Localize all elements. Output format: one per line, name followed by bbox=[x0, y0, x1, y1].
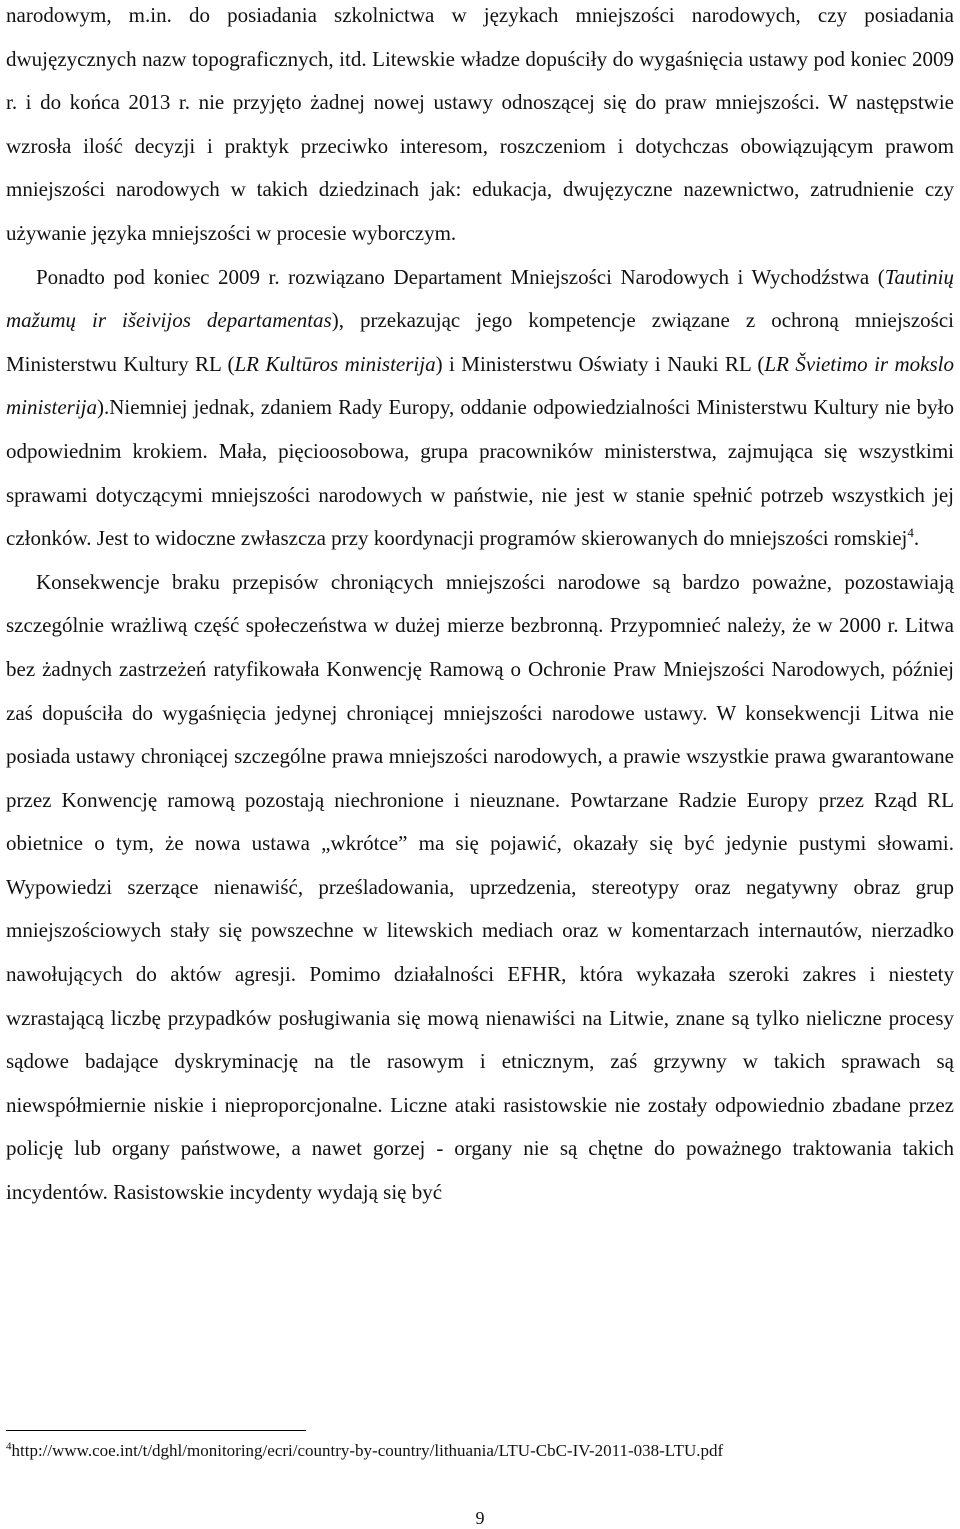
paragraph-3-text: Konsekwencje braku przepisów chroniących mniejszości narodowe są bardzo poważne, pozostawiają szczególnie wrażliwą część społeczeństwa w dużej mierze bezbronną. Przypomnieć należy, że w 2000 r. Litwa bez żadnych zastrzeżeń ratyfikowała Konwencję Ramową o Ochronie Praw Mniejszości Narodowych, później zaś dopuściła do wygaśnięcia jedynej chroniącej mniejszości narodowe ustawy. W konsekwencji Litwa nie posiada ustawy chroniącej szczególne prawa mniejszości narodowych, a prawie wszystkie prawa gwarantowane przez Konwencję ramową pozostają niechronione i nieuznane. Powtarzane Radzie Europy przez Rząd RL obietnice o tym, że nowa ustawa „wkrótce” ma się pojawić, okazały się być jedynie pustymi słowami. Wypowiedzi szerzące nienawiść, prześladowania, uprzedzenia, stereotypy oraz negatywny obraz grup mniejszościowych stały się powszechne w litewskich mediach oraz w komentarzach internautów, nierzadko nawołujących do aktów agresji. Pomimo działalności EFHR, która wykazała szeroki zakres i niestety wzrastającą liczbę przypadków posługiwania się mową nienawiści na Litwie, znane są tylko nieliczne procesy sądowe badające dyskryminację na tle rasowym i etnicznym, zaś grzywny w takich sprawach są niewspółmiernie niskie i nieproporcjonalne. Liczne ataki rasistowskie nie zostały odpowiednio zbadane przez policję lub organy państwowe, a nawet gorzej - organy nie są chętne do poważnego traktowania takich incydentów. Rasistowskie incydenty wydają się być bbox=[6, 569, 954, 1205]
paragraph-2 bbox=[6, 256, 954, 561]
paragraph-2-text-b: ), przekazując jego kompetencje związane z ochroną mniejszości Ministerstwu Kultury RL ( bbox=[6, 308, 954, 376]
paragraph-2-text-e: . bbox=[913, 526, 920, 551]
document-page bbox=[6, 0, 954, 1215]
paragraph-1 bbox=[6, 0, 954, 256]
lithuanian-department-name: Tautinių mažumų ir išeivijos departamentas bbox=[6, 264, 954, 333]
footnote bbox=[6, 1440, 723, 1462]
paragraph-1-text: narodowym, m.in. do posiadania szkolnictwa w językach mniejszości narodowych, czy posiadania dwujęzycznych nazw topograficznych, itd. Litewskie władze dopuściły do wygaśnięcia ustawy pod koniec 2009 r. i do końca 2013 r. nie przyjęto żadnej nowej ustawy odnoszącej się do praw mniejszości. W następstwie wzrosła ilość decyzji i praktyk przeciwko interesom, roszczeniom i dotychczas obowiązującym prawom mniejszości narodowych w takich dziedzinach jak: edukacja, dwujęzyczne nazewnictwo, zatrudnienie czy używanie języka mniejszości w procesie wyborczym. bbox=[6, 3, 954, 245]
lithuanian-ministry-education-name: LR Švietimo ir mokslo ministerija bbox=[6, 351, 954, 420]
paragraph-2-text-a: Ponadto pod koniec 2009 r. rozwiązano Departament Mniejszości Narodowych i Wychodźstwa ( bbox=[36, 264, 885, 289]
paragraph-2-text-d: ).Niemniej jednak, zdaniem Rady Europy, oddanie odpowiedzialności Ministerstwu Kultury nie było odpowiednim krokiem. Mała, pięcioosobowa, grupa pracowników ministerstwa, zajmująca się wszystkimi sprawami dotyczącymi mniejszości narodowych w państwie, nie jest w stanie spełnić potrzeb wszystkich jej członków. Jest to widoczne zwłaszcza przy koordynacji programów skierowanych do mniejszości romskiej bbox=[6, 395, 954, 551]
footnote-url[interactable]: http://www.coe.int/t/dghl/monitoring/ecri/country-by-country/lithuania/LTU-CbC-IV-2011-038-LTU.pdf bbox=[11, 1441, 724, 1460]
footnote-reference[interactable]: 4 bbox=[907, 525, 914, 541]
paragraph-3 bbox=[6, 561, 954, 1215]
footnote-number: 4 bbox=[6, 1440, 12, 1453]
paragraph-2-text-c: ) i Ministerstwu Oświaty i Nauki RL ( bbox=[435, 351, 765, 376]
lithuanian-ministry-culture-name: LR Kultūros ministerija bbox=[234, 351, 436, 376]
page-number: 9 bbox=[475, 1508, 485, 1528]
footnote-divider bbox=[6, 1430, 306, 1431]
